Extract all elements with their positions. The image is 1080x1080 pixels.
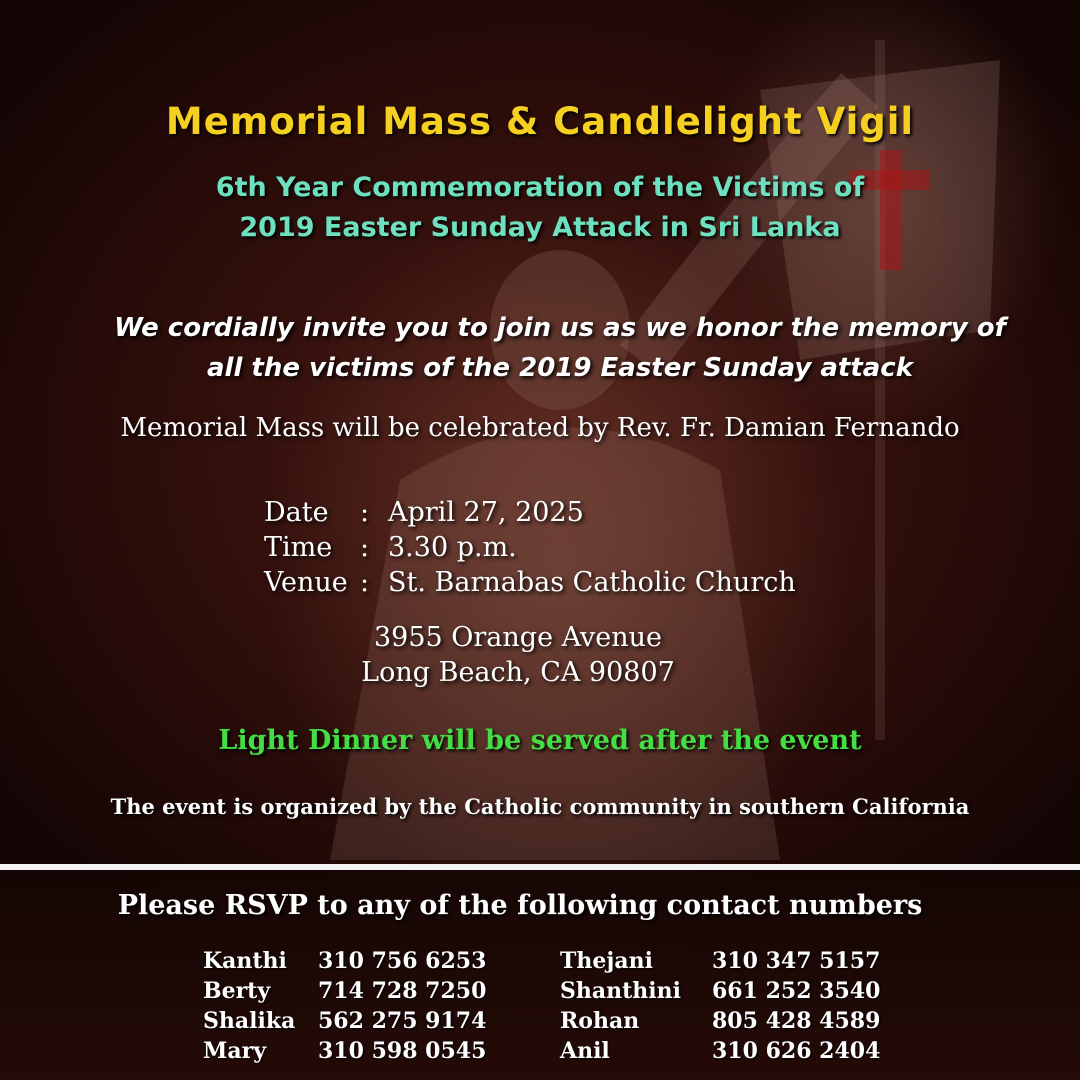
organizer-note: The event is organized by the Catholic community in southern California: [110, 794, 970, 819]
address-line-1: 3955 Orange Avenue: [373, 622, 663, 653]
contact-phone: 310 756 6253: [318, 948, 487, 974]
contact-row: [560, 946, 880, 976]
contact-name: Berty: [203, 978, 271, 1004]
contact-name: Rohan: [560, 1008, 640, 1034]
detail-separator: :: [360, 567, 370, 598]
detail-value: St. Barnabas Catholic Church: [388, 567, 796, 598]
detail-row-venue: [264, 565, 796, 600]
contact-phone: 661 252 3540: [712, 978, 881, 1004]
detail-value: 3.30 p.m.: [388, 532, 517, 563]
contact-name: Shalika: [203, 1008, 296, 1034]
detail-separator: :: [360, 497, 370, 528]
contact-name: Kanthi: [203, 948, 287, 974]
dinner-notice: Light Dinner will be served after the event: [218, 725, 862, 756]
celebrant-line: Memorial Mass will be celebrated by Rev. Fr. Damian Fernando: [120, 413, 960, 443]
contact-row: [560, 1006, 880, 1036]
address-line-2: Long Beach, CA 90807: [361, 657, 675, 688]
contact-row: [560, 976, 880, 1006]
invitation-text: [20, 308, 1080, 388]
contact-phone: 805 428 4589: [712, 1008, 881, 1034]
rsvp-title: Please RSVP to any of the following contact numbers: [117, 890, 923, 921]
event-details: [264, 495, 796, 600]
detail-label: Venue: [264, 567, 348, 598]
contact-row: [203, 976, 486, 1006]
contact-phone: 310 598 0545: [318, 1038, 487, 1064]
commemoration-subtitle: [0, 168, 1080, 248]
detail-row-date: [264, 495, 796, 530]
contact-phone: 562 275 9174: [318, 1008, 487, 1034]
venue-address: [0, 620, 1058, 690]
contacts-left-column: [203, 946, 486, 1066]
contact-name: Anil: [560, 1038, 610, 1064]
contact-phone: 310 626 2404: [712, 1038, 881, 1064]
contacts-right-column: [560, 946, 880, 1066]
contact-row: [203, 1006, 486, 1036]
contact-name: Mary: [203, 1038, 266, 1064]
detail-separator: :: [360, 532, 370, 563]
detail-label: Date: [264, 497, 329, 528]
subtitle-line-1: 6th Year Commemoration of the Victims of: [215, 172, 865, 203]
detail-label: Time: [264, 532, 333, 563]
contact-row: [203, 1036, 486, 1066]
detail-value: April 27, 2025: [388, 497, 584, 528]
event-title: Memorial Mass & Candlelight Vigil: [165, 100, 915, 143]
subtitle-line-2: 2019 Easter Sunday Attack in Sri Lanka: [239, 212, 841, 243]
contact-row: [560, 1036, 880, 1066]
detail-row-time: [264, 530, 796, 565]
contact-name: Shanthini: [560, 978, 681, 1004]
contact-name: Thejani: [560, 948, 653, 974]
invite-line-2: all the victims of the 2019 Easter Sunday attack: [206, 353, 913, 383]
invite-line-1: We cordially invite you to join us as we honor the memory of: [114, 313, 1006, 343]
contact-row: [203, 946, 486, 976]
contact-phone: 310 347 5157: [712, 948, 881, 974]
contact-phone: 714 728 7250: [318, 978, 487, 1004]
